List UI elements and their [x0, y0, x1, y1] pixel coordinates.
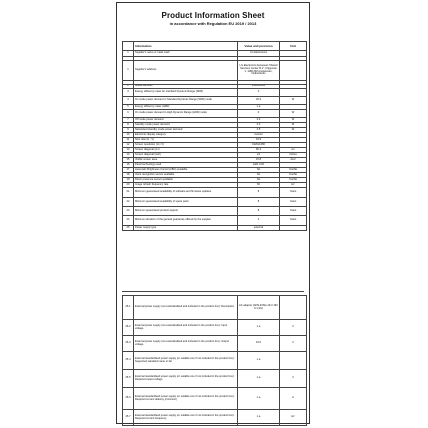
psu-row-number: 25.4 [123, 352, 134, 370]
psu-row-label: External standardised power supply (or suitable one if not included in the product box): Supported standard name or list [134, 352, 238, 370]
row-unit: W [280, 128, 307, 133]
row-label: Minimum guaranteed availability of software and firmware updates [134, 188, 238, 198]
row-value: 15.8 [238, 158, 280, 163]
table-row [123, 97, 307, 105]
psu-row-value: n.a [238, 410, 280, 426]
psu-row-unit: V [280, 370, 307, 388]
row-value: 60 [238, 183, 280, 188]
row-label: Size ratio (H : V) [134, 138, 238, 143]
product-information-sheet [116, 2, 310, 424]
table-header-row [123, 42, 307, 51]
row-unit: Hz [280, 183, 307, 188]
row-number: 11 [123, 138, 134, 143]
row-label: Standby mode power demand [134, 123, 238, 128]
row-value: LG Electronics [238, 51, 280, 57]
row-number: 12 [123, 143, 134, 148]
row-unit: Years [280, 216, 307, 226]
psu-row-unit [280, 296, 307, 320]
row-number: 19 [123, 178, 134, 183]
row-number: 5 [123, 105, 134, 110]
psu-row-number: 25.3 [123, 336, 134, 352]
row-unit: Years [280, 188, 307, 198]
row-number: 2 [123, 85, 134, 89]
row-value: 0.3 [238, 118, 280, 123]
table-row [123, 110, 307, 118]
table-row [123, 198, 307, 207]
row-value: 8 [238, 198, 280, 207]
row-label: Model identifier [134, 85, 238, 89]
row-value: LG Electronics European Shared Services Center B.V., Krijgsman 1, 1186 DM Amstelveen, Netherlands [238, 61, 280, 81]
row-number: 13 [123, 148, 134, 153]
psu-row-number: 25.6 [123, 388, 134, 410]
psu-table-row [123, 296, 307, 320]
psu-row-number: 25.7 [123, 410, 134, 426]
row-number: 25 [123, 226, 134, 231]
row-unit: W [280, 97, 307, 105]
row-number: 17 [123, 168, 134, 173]
row-value: 60.4 [238, 148, 280, 153]
psu-row-unit: Hz [280, 410, 307, 426]
row-label: Automatic Brightness Control (ABC) available [134, 168, 238, 173]
row-label: Panel technology used [134, 163, 238, 168]
row-number: 3 [123, 89, 134, 97]
row-number: 6 [123, 110, 134, 118]
table-row [123, 89, 307, 97]
row-label: Screen resolution (H x V) [134, 143, 238, 148]
row-label: Screen diagonal (inch) [134, 153, 238, 158]
row-value: No [238, 168, 280, 173]
row-number: 23 [123, 207, 134, 216]
header-cell: Value and precision [238, 42, 280, 51]
row-value: 0.5 [238, 128, 280, 133]
row-value: 8 [238, 188, 280, 198]
psu-row-label: External power supply (non-standardised and included in the product box): Output voltage [134, 336, 238, 352]
row-label: Minimum guaranteed product support [134, 207, 238, 216]
table-row [123, 61, 307, 81]
header-cell [123, 42, 134, 51]
header-cell: Unit [280, 42, 307, 51]
psu-row-value: n.a [238, 370, 280, 388]
row-unit: Yes/No [280, 168, 307, 173]
psu-row-label: External standardised power supply (or suitable one if not included in the product box): Required current delivery (minimum) [134, 388, 238, 410]
row-value: 0 [238, 110, 280, 118]
psu-table-row [123, 388, 307, 410]
row-value: No [238, 173, 280, 178]
row-number: 1 [123, 61, 134, 81]
row-value: 8 [238, 207, 280, 216]
power-supply-table [122, 295, 307, 426]
row-number: 15 [123, 158, 134, 163]
table-divider [122, 291, 304, 292]
psu-row-value: n.a [238, 352, 280, 370]
row-unit: inches [280, 153, 307, 158]
row-unit: Years [280, 198, 307, 207]
row-label: Supplier's name or trade mark [134, 51, 238, 57]
row-number: 8 [123, 123, 134, 128]
psu-row-unit: V [280, 320, 307, 336]
psu-row-value: AC adaptor (ADS-40SG-19-3 19V 0.1.3G) [238, 296, 280, 320]
row-number: 21 [123, 188, 134, 198]
sheet-subtitle: in accordance with Regulation EU 2019 / 2013 [169, 21, 257, 26]
row-value: 24 [238, 153, 280, 158]
row-value: 20.9 [238, 97, 280, 105]
row-label: Electronic display category [134, 133, 238, 138]
row-value: LED LCD [238, 163, 280, 168]
row-number: 22 [123, 198, 134, 207]
psu-row-value: 19.0 [238, 336, 280, 352]
row-value: 0.3 [238, 123, 280, 128]
row-label: Minimum duration of the general guarantee offered by the supplier [134, 216, 238, 226]
row-label: Energy efficiency class for standard Dynamic Range (SDR) [134, 89, 238, 97]
row-number: 14 [123, 153, 134, 158]
row-label: Networked standby mode power demand [134, 128, 238, 133]
sheet-title: Product Information Sheet [161, 11, 265, 20]
row-value: n.a [238, 105, 280, 110]
row-label: On mode power demand in Standard Dynamic Range (SDR) mode [134, 97, 238, 105]
psu-row-number: 25.1 [123, 296, 134, 320]
row-value: No [238, 178, 280, 183]
psu-table-row [123, 370, 307, 388]
row-unit: Yes/No [280, 173, 307, 178]
table-row [123, 188, 307, 198]
row-value: external [238, 226, 280, 231]
row-number: 4 [123, 97, 134, 105]
row-number: 18 [123, 173, 134, 178]
row-value: 16:9 [238, 138, 280, 143]
psu-row-number: 25.5 [123, 370, 134, 388]
table-row [123, 207, 307, 216]
row-label: Supplier's address [134, 61, 238, 81]
row-unit [280, 61, 307, 81]
row-label: Voice recognition sensor available [134, 173, 238, 178]
row-number: 16 [123, 163, 134, 168]
row-value: F [238, 89, 280, 97]
row-label: Image refresh frequency rate [134, 183, 238, 188]
row-unit: cm [280, 148, 307, 153]
row-label: On mode power demand in High Dynamic Range (HDR) mode [134, 110, 238, 118]
row-label: Screen diagonal (cm) [134, 148, 238, 153]
psu-row-unit: V [280, 336, 307, 352]
row-label: Off mode power demand [134, 118, 238, 123]
psu-row-value: n.a [238, 320, 280, 336]
row-number: 1 [123, 51, 134, 57]
psu-row-unit [280, 352, 307, 370]
psu-table-row [123, 352, 307, 370]
row-unit: W [280, 110, 307, 118]
header-cell: Information [134, 42, 238, 51]
row-label: Room presence sensor available [134, 178, 238, 183]
row-unit: W [280, 123, 307, 128]
row-value: 1920x1080 [238, 143, 280, 148]
row-value: 2 [238, 216, 280, 226]
row-label: Minimum guaranteed availability of spare parts [134, 198, 238, 207]
psu-row-label: External standardised power supply (or suitable one if not included in the product box): Required output voltage [134, 370, 238, 388]
row-unit: Yes/No [280, 178, 307, 183]
row-value: 24MK400H [238, 85, 280, 89]
psu-table-row [123, 336, 307, 352]
row-label: Visible screen area [134, 158, 238, 163]
psu-table-row [123, 320, 307, 336]
row-label: Energy efficiency class (HDR) [134, 105, 238, 110]
psu-row-value: n.a [238, 388, 280, 410]
table-row [123, 216, 307, 226]
table-row [123, 226, 307, 231]
row-number: 20 [123, 183, 134, 188]
row-number: 7 [123, 118, 134, 123]
main-info-table [122, 41, 307, 231]
row-number: 24 [123, 216, 134, 226]
row-number: 10 [123, 133, 134, 138]
psu-row-label: External standardised power supply (or suitable one if not included in the product box): Required current frequency [134, 410, 238, 426]
row-number: 9 [123, 128, 134, 133]
psu-table-row [123, 410, 307, 426]
row-unit [280, 89, 307, 97]
psu-row-label: External power supply (non-standardised and included in the product box): Input voltage [134, 320, 238, 336]
row-value: monitor [238, 133, 280, 138]
row-unit: dm2 [280, 158, 307, 163]
row-unit: Years [280, 207, 307, 216]
psu-row-unit: A [280, 388, 307, 410]
row-unit [280, 226, 307, 231]
psu-row-label: External power supply (non-standardised and included in the product box): Description [134, 296, 238, 320]
row-label: Power supply type [134, 226, 238, 231]
psu-row-number: 25.2 [123, 320, 134, 336]
row-unit: W [280, 118, 307, 123]
